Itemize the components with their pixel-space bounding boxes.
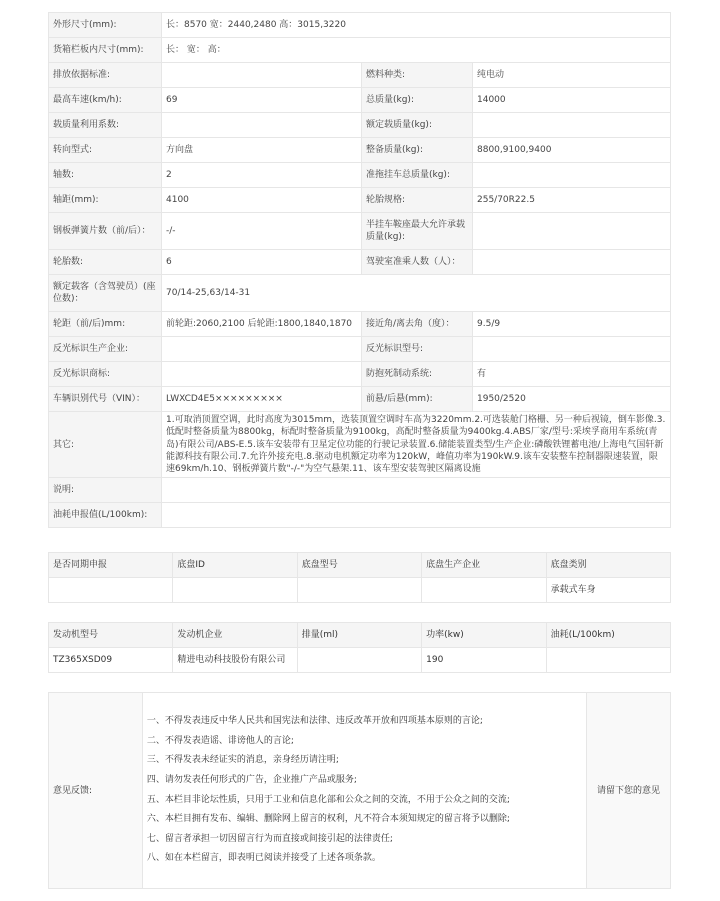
emission-std-label: 排放依据标准: (49, 63, 162, 88)
chassis-header-cell: 底盘型号 (297, 553, 421, 578)
springs-value: -/- (162, 213, 362, 250)
feedback-rule: 四、请勿发表任何形式的广告，企业推广产品或服务; (146, 774, 357, 785)
feedback-rule: 一、不得发表违反中华人民共和国宪法和法律、违反改革开放和四项基本原则的言论; (146, 716, 483, 727)
angles-label: 接近角/离去角（度）： (362, 312, 473, 337)
load-util-label: 载质量利用系数: (49, 113, 162, 138)
reflector-brand-label: 反光标识商标: (49, 362, 162, 387)
track-label: 轮距（前/后)mm: (49, 312, 162, 337)
max-speed-value: 69 (162, 88, 362, 113)
engine-header-cell: 油耗(L/100km) (546, 623, 670, 648)
feedback-rule: 三、不得发表未经证实的消息，亲身经历请注明; (146, 755, 339, 766)
overhang-label: 前悬/后悬(mm): (362, 387, 473, 412)
trailer-mass-label: 准拖挂车总质量(kg): (362, 163, 473, 188)
wheelbase-label: 轴距(mm): (49, 188, 162, 213)
passengers-label: 额定载客（含驾驶员）(座位数)： (49, 275, 162, 312)
chassis-cell (49, 578, 173, 603)
feedback-table (48, 692, 671, 889)
rated-load-value (473, 113, 671, 138)
wheelbase-value: 4100 (162, 188, 362, 213)
max-speed-label: 最高车速(km/h): (49, 88, 162, 113)
chassis-header-cell: 底盘ID (173, 553, 297, 578)
feedback-rule: 五、本栏目非论坛性质，只用于工业和信息化部和公众之间的交流，不用于公众之间的交流; (146, 794, 510, 805)
tires-label: 轮胎数: (49, 250, 162, 275)
steering-value: 方向盘 (162, 138, 362, 163)
trailer-mass-value (473, 163, 671, 188)
load-util-value (162, 113, 362, 138)
rated-load-label: 额定载质量(kg): (362, 113, 473, 138)
engine-header-cell: 发动机型号 (49, 623, 173, 648)
track-value: 前轮距:2060,2100 后轮距:1800,1840,1870 (162, 312, 362, 337)
reflector-brand-value (162, 362, 362, 387)
emission-std-value (162, 63, 362, 88)
chassis-header-cell: 底盘类别 (546, 553, 670, 578)
curb-mass-value: 8800,9100,9400 (473, 138, 671, 163)
axles-value: 2 (162, 163, 362, 188)
engine-header-cell: 发动机企业 (173, 623, 297, 648)
cab-seats-value (473, 250, 671, 275)
feedback-rule: 二、不得发表造谣、诽谤他人的言论; (146, 735, 294, 746)
feedback-label: 意见反馈: (49, 693, 143, 889)
cargo-box-value: 长： 宽： 高： (162, 38, 671, 63)
dimensions-value: 长：8570 宽：2440,2480 高：3015,3220 (162, 13, 671, 38)
total-mass-label: 总质量(kg): (362, 88, 473, 113)
overhang-value: 1950/2520 (473, 387, 671, 412)
curb-mass-label: 整备质量(kg): (362, 138, 473, 163)
engine-cell: TZ365XSD09 (49, 648, 173, 673)
chassis-cell (173, 578, 297, 603)
engine-header-cell: 排量(ml) (297, 623, 421, 648)
tire-spec-label: 轮胎规格: (362, 188, 473, 213)
feedback-rules (142, 693, 586, 889)
feedback-rule: 八、如在本栏留言，即表明已阅读并接受了上述各项条款。 (146, 853, 381, 864)
steering-label: 转向型式: (49, 138, 162, 163)
abs-label: 防抱死制动系统: (362, 362, 473, 387)
saddle-load-label: 半挂车鞍座最大允许承载质量(kg): (362, 213, 473, 250)
feedback-rule: 六、本栏目拥有发布、编辑、删除网上留言的权利，凡不符合本须知规定的留言将予以删除; (146, 814, 510, 825)
angles-value: 9.5/9 (473, 312, 671, 337)
chassis-data-row (49, 578, 671, 603)
chassis-cell: 承载式车身 (546, 578, 670, 603)
vin-value: LWXCD4E5××××××××× (162, 387, 362, 412)
springs-label: 钢板弹簧片数（前/后）： (49, 213, 162, 250)
engine-data-row (49, 648, 671, 673)
abs-value: 有 (473, 362, 671, 387)
chassis-cell (297, 578, 421, 603)
tires-value: 6 (162, 250, 362, 275)
reflector-mfr-value (162, 337, 362, 362)
engine-cell: 精进电动科技股份有限公司 (173, 648, 297, 673)
reflector-mfr-label: 反光标识生产企业: (49, 337, 162, 362)
fuel-consumption-value (162, 503, 671, 528)
remarks-label: 说明: (49, 478, 162, 503)
chassis-header-row (49, 553, 671, 578)
engine-header-cell: 功率(kw) (422, 623, 546, 648)
leave-feedback-link[interactable]: 请留下您的意见 (587, 693, 671, 889)
reflector-model-value (473, 337, 671, 362)
other-value: 1.可取消顶置空调，此时高度为3015mm，选装顶置空调时车高为3220mm.2.可选装舱门格栅、另一种后视镜，倒车影像.3.低配时整备质量为8800kg，标配时整备质量为9100kg，高配时整备质量为9400kg.4.ABS厂家/型号:采埃孚商用车系统(青岛)有限公司/ABS-E.5.该车安装带有卫星定位功能的行驶记录装置.6.储能装置类型/生产企业:磷酸铁锂蓄电池/上海电气国轩新能源科技有限公司.7.允许外接充电.8.驱动电机额定功率为120kW，峰值功率为190kW.9.该车安装整车控制器限速装置，限速69km/h.10、钢板弹簧片数"-/-"为空气悬架.11、该车型安装驾驶区隔离设施 (162, 412, 671, 478)
spec-table (48, 12, 671, 528)
total-mass-value: 14000 (473, 88, 671, 113)
dimensions-label: 外形尺寸(mm): (49, 13, 162, 38)
chassis-header-cell: 是否同期申报 (49, 553, 173, 578)
feedback-rules-list (147, 712, 582, 869)
cab-seats-label: 驾驶室准乘人数（人）： (362, 250, 473, 275)
engine-cell (297, 648, 421, 673)
cargo-box-label: 货箱栏板内尺寸(mm): (49, 38, 162, 63)
reflector-model-label: 反光标识型号: (362, 337, 473, 362)
other-label: 其它: (49, 412, 162, 478)
fuel-consumption-label: 油耗申报值(L/100km): (49, 503, 162, 528)
engine-cell (546, 648, 670, 673)
feedback-rule: 七、留言者承担一切因留言行为而直接或间接引起的法律责任; (146, 833, 393, 844)
chassis-header-cell: 底盘生产企业 (422, 553, 546, 578)
saddle-load-value (473, 213, 671, 250)
engine-header-row (49, 623, 671, 648)
tire-spec-value: 255/70R22.5 (473, 188, 671, 213)
engine-table (48, 622, 671, 673)
fuel-type-label: 燃料种类: (362, 63, 473, 88)
passengers-value: 70/14-25,63/14-31 (162, 275, 671, 312)
vin-label: 车辆识别代号（VIN）： (49, 387, 162, 412)
chassis-table (48, 552, 671, 603)
axles-label: 轴数: (49, 163, 162, 188)
chassis-cell (422, 578, 546, 603)
fuel-type-value: 纯电动 (473, 63, 671, 88)
engine-cell: 190 (422, 648, 546, 673)
remarks-value (162, 478, 671, 503)
